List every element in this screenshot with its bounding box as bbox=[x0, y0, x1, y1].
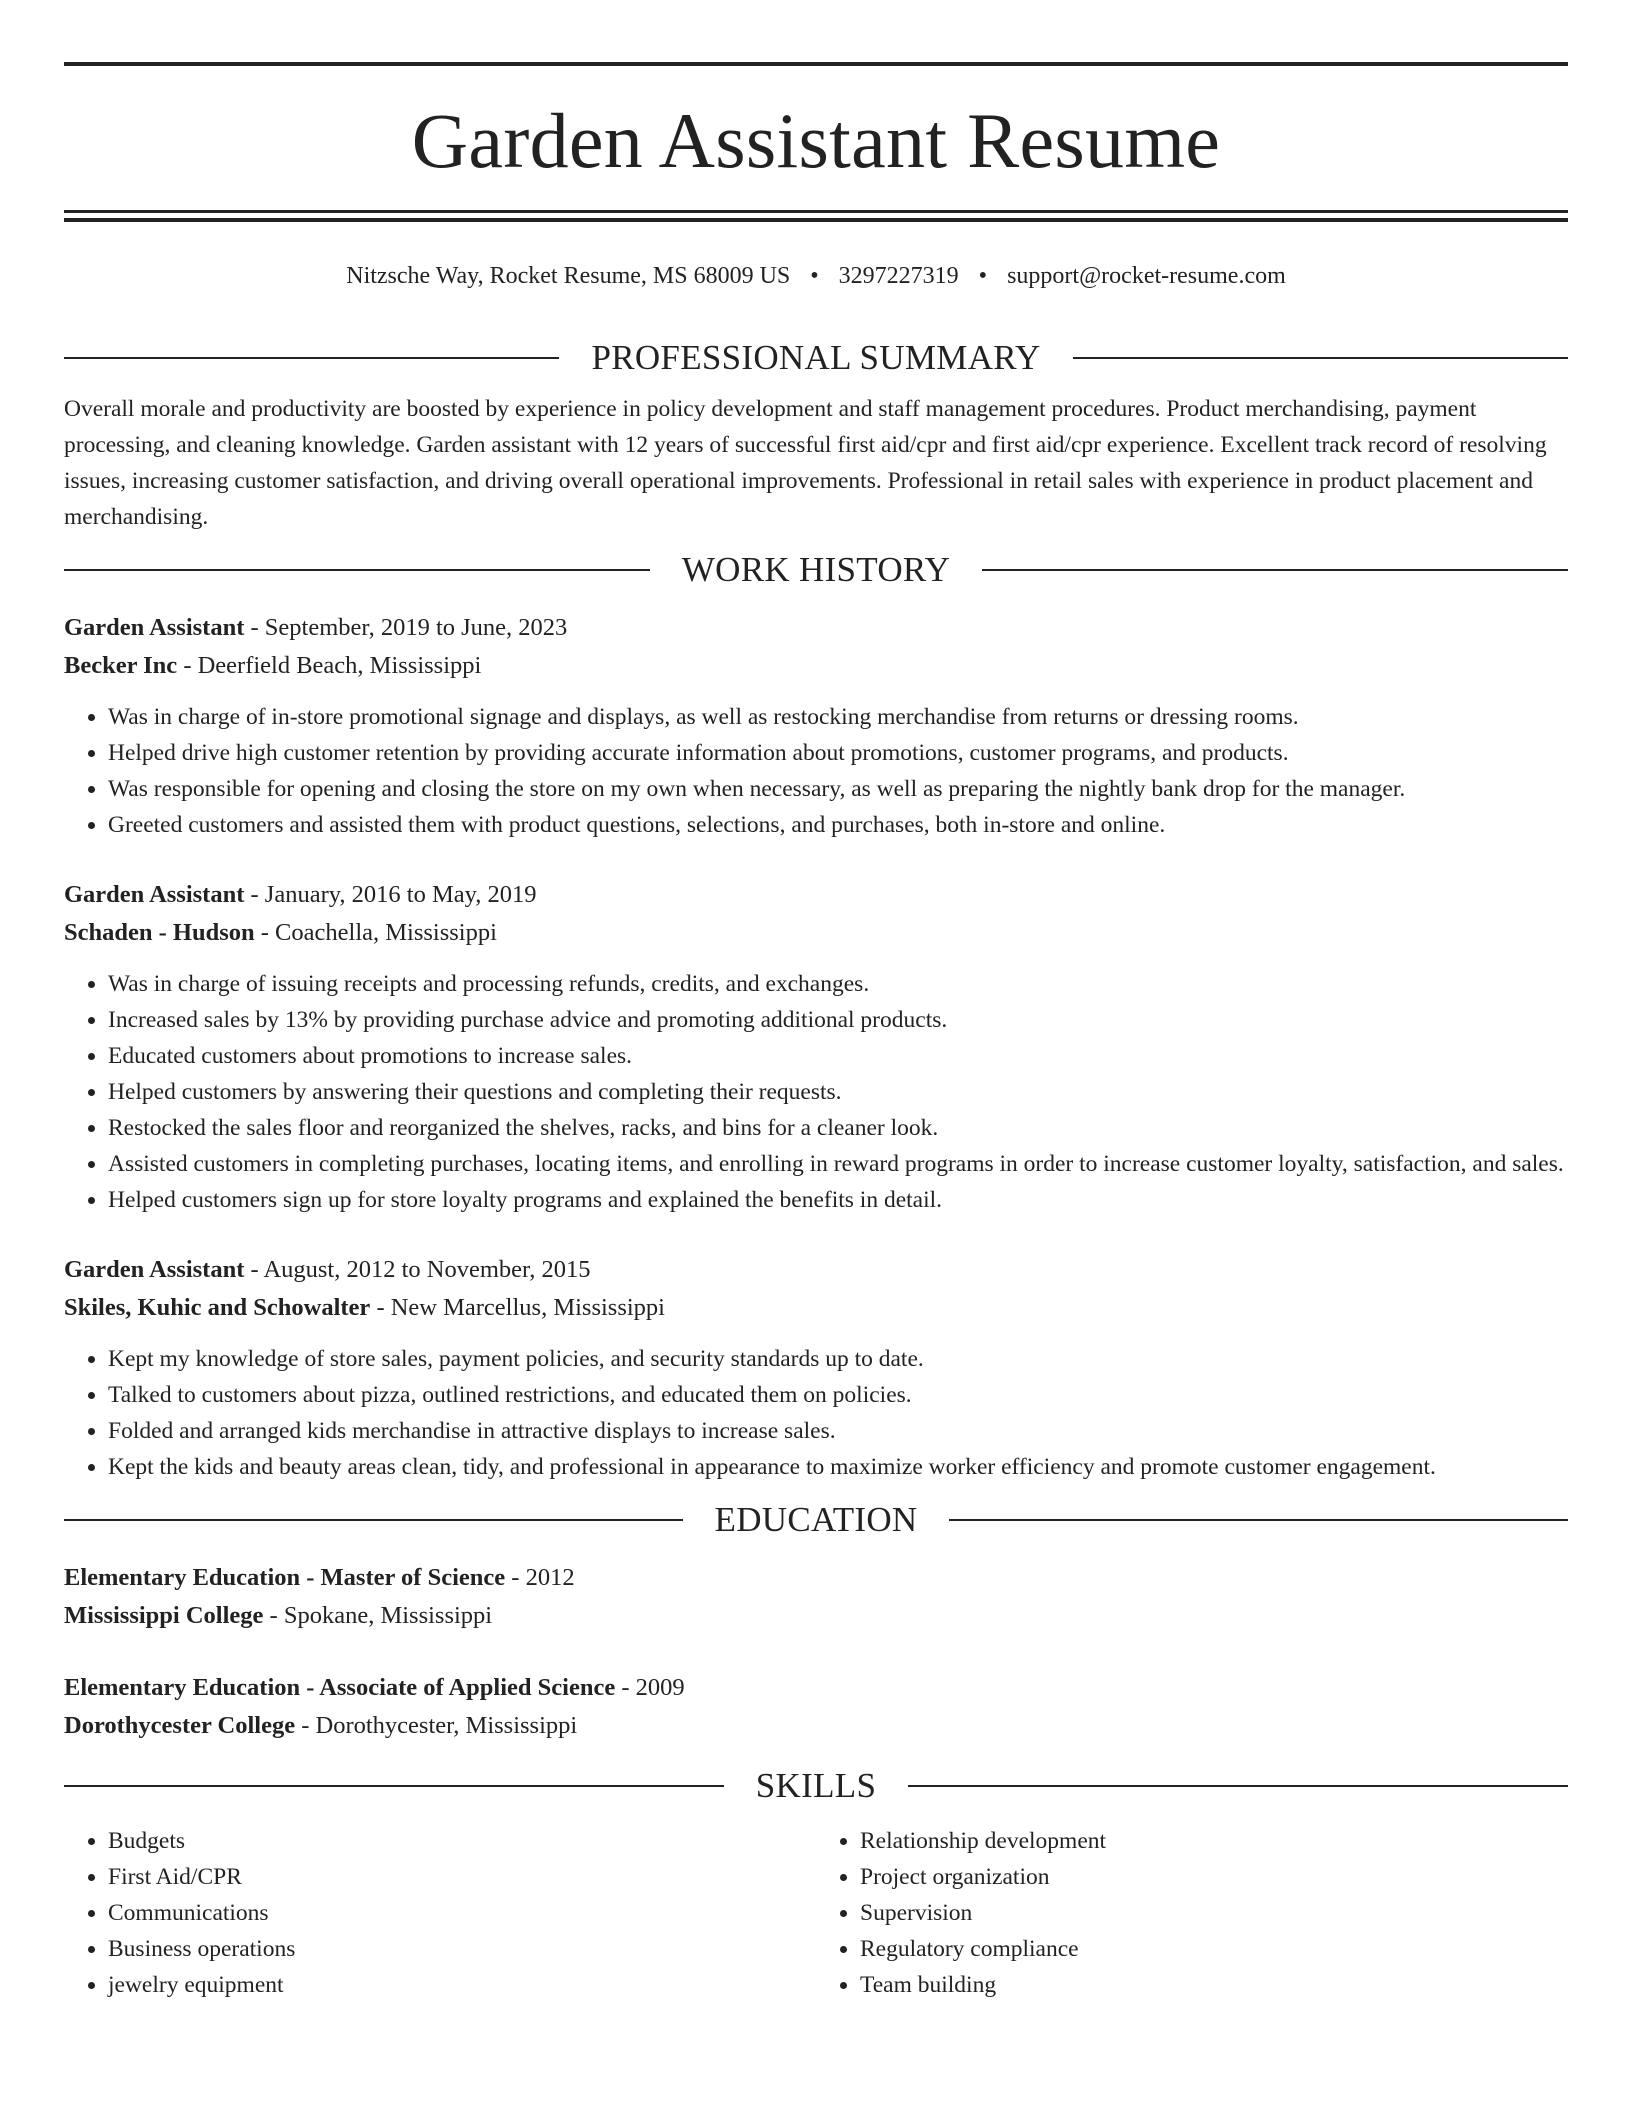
education-school: Dorothycester College bbox=[64, 1712, 296, 1739]
skill-item: • Team building bbox=[860, 1967, 1568, 2003]
education-degree: Elementary Education - Master of Science bbox=[64, 1564, 506, 1591]
education-heading-label: EDUCATION bbox=[714, 1500, 918, 1539]
heading-rule bbox=[64, 569, 650, 571]
education-degree: Elementary Education - Associate of Applied Science bbox=[64, 1674, 616, 1701]
job-company: Schaden - Hudson bbox=[64, 919, 255, 946]
job-bullet: • Kept my knowledge of store sales, payment policies, and security standards up to date. bbox=[108, 1341, 1568, 1377]
job-dates: - January, 2016 to May, 2019 bbox=[244, 881, 537, 908]
job-location: - Coachella, Mississippi bbox=[254, 919, 497, 946]
job-dates: - September, 2019 to June, 2023 bbox=[244, 614, 568, 641]
education-entry bbox=[64, 1559, 1568, 1635]
job-bullet: • Was in charge of issuing receipts and processing refunds, credits, and exchanges. bbox=[108, 966, 1568, 1002]
contact-line bbox=[64, 259, 1568, 293]
summary-heading bbox=[64, 335, 1568, 381]
education-entry bbox=[64, 1669, 1568, 1745]
contact-separator: • bbox=[810, 263, 819, 289]
skill-item: • jewelry equipment bbox=[108, 1967, 816, 2003]
contact-separator: • bbox=[978, 263, 988, 289]
heading-rule bbox=[64, 1519, 683, 1521]
summary-text: Overall morale and productivity are boosted by experience in policy development and staff management procedures. Product merchandising, payment processing, and cleaning knowledge. Garden assistant with 12 years of successful first aid/cpr and first aid/cpr experience. Excellent track record of resolving issues, increasing customer satisfaction, and driving overall operational improvements. Professional in retail sales with experience in product placement and merchandising. bbox=[64, 396, 1547, 530]
job-company: Becker Inc bbox=[64, 652, 178, 679]
job-company-line bbox=[64, 1289, 1568, 1327]
skill-item: • Budgets bbox=[108, 1823, 816, 1859]
job-bullets bbox=[64, 966, 1568, 1218]
skill-item: • First Aid/CPR bbox=[108, 1859, 816, 1895]
job-company: Skiles, Kuhic and Schowalter bbox=[64, 1294, 371, 1321]
education-school: Mississippi College bbox=[64, 1602, 264, 1629]
skills-column-right bbox=[816, 1823, 1568, 2003]
job-bullet: • Folded and arranged kids merchandise in attractive displays to increase sales. bbox=[108, 1413, 1568, 1449]
skill-item: • Communications bbox=[108, 1895, 816, 1931]
resume-title: Garden Assistant Resume bbox=[411, 97, 1221, 184]
job-bullet: • Greeted customers and assisted them with product questions, selections, and purchases, both in-store and online. bbox=[108, 807, 1568, 843]
job-bullet: • Helped customers sign up for store loyalty programs and explained the benefits in detail. bbox=[108, 1182, 1568, 1218]
job-dates: - August, 2012 to November, 2015 bbox=[244, 1256, 591, 1283]
skill-item: • Supervision bbox=[860, 1895, 1568, 1931]
contact-address: Nitzsche Way, Rocket Resume, MS 68009 US bbox=[346, 263, 791, 289]
job-bullets bbox=[64, 699, 1568, 843]
education-heading bbox=[64, 1497, 1568, 1543]
job-title: Garden Assistant bbox=[64, 881, 245, 908]
job-title-line bbox=[64, 609, 1568, 647]
skill-item: • Business operations bbox=[108, 1931, 816, 1967]
job-title-line bbox=[64, 1251, 1568, 1289]
education-degree-line bbox=[64, 1669, 1568, 1707]
job-bullet: • Was responsible for opening and closing the store on my own when necessary, as well as preparing the nightly bank drop for the manager. bbox=[108, 771, 1568, 807]
education-degree-line bbox=[64, 1559, 1568, 1597]
skills-list bbox=[64, 1823, 1568, 2003]
job-bullet: • Educated customers about promotions to increase sales. bbox=[108, 1038, 1568, 1074]
skill-item: • Project organization bbox=[860, 1859, 1568, 1895]
job-title: Garden Assistant bbox=[64, 1256, 245, 1283]
heading-rule bbox=[908, 1785, 1568, 1787]
work-history-heading-label: WORK HISTORY bbox=[681, 550, 951, 589]
education-school-line bbox=[64, 1707, 1568, 1745]
job-title-line bbox=[64, 876, 1568, 914]
skill-item: • Relationship development bbox=[860, 1823, 1568, 1859]
job-bullet: • Restocked the sales floor and reorganized the shelves, racks, and bins for a cleaner look. bbox=[108, 1110, 1568, 1146]
heading-rule bbox=[982, 569, 1568, 571]
job-company-line bbox=[64, 914, 1568, 952]
job-bullet: • Helped customers by answering their questions and completing their requests. bbox=[108, 1074, 1568, 1110]
job-title: Garden Assistant bbox=[64, 614, 245, 641]
title-double-rule bbox=[64, 210, 1568, 222]
job-location: - Deerfield Beach, Mississippi bbox=[177, 652, 482, 679]
contact-email: support@rocket-resume.com bbox=[1007, 263, 1286, 289]
heading-rule bbox=[1073, 357, 1568, 359]
job-entry bbox=[64, 876, 1568, 1218]
education-year: - 2012 bbox=[505, 1564, 575, 1591]
education-location: - Spokane, Mississippi bbox=[263, 1602, 493, 1629]
job-bullet: • Increased sales by 13% by providing purchase advice and promoting additional products. bbox=[108, 1002, 1568, 1038]
skills-heading bbox=[64, 1763, 1568, 1809]
job-entry bbox=[64, 1251, 1568, 1485]
education-school-line bbox=[64, 1597, 1568, 1635]
work-history-heading bbox=[64, 547, 1568, 593]
top-rule bbox=[64, 62, 1568, 66]
job-bullets bbox=[64, 1341, 1568, 1485]
job-bullet: • Kept the kids and beauty areas clean, tidy, and professional in appearance to maximize worker efficiency and promote customer engagement. bbox=[108, 1449, 1568, 1485]
skills-column-left bbox=[64, 1823, 816, 2003]
heading-rule bbox=[949, 1519, 1568, 1521]
job-bullet: • Assisted customers in completing purchases, locating items, and enrolling in reward programs in order to increase customer loyalty, satisfaction, and sales. bbox=[108, 1146, 1568, 1182]
skills-heading-label: SKILLS bbox=[755, 1766, 877, 1805]
job-entry bbox=[64, 609, 1568, 843]
summary-heading-label: PROFESSIONAL SUMMARY bbox=[591, 338, 1041, 377]
heading-rule bbox=[64, 357, 559, 359]
job-company-line bbox=[64, 647, 1568, 685]
skill-item: • Regulatory compliance bbox=[860, 1931, 1568, 1967]
contact-phone: 3297227319 bbox=[838, 263, 959, 289]
resume-page bbox=[64, 62, 1568, 2003]
job-bullet: • Talked to customers about pizza, outlined restrictions, and educated them on policies. bbox=[108, 1377, 1568, 1413]
education-year: - 2009 bbox=[615, 1674, 685, 1701]
heading-rule bbox=[64, 1785, 724, 1787]
education-location: - Dorothycester, Mississippi bbox=[295, 1712, 578, 1739]
job-location: - New Marcellus, Mississippi bbox=[370, 1294, 665, 1321]
job-bullet: • Was in charge of in-store promotional signage and displays, as well as restocking merchandise from returns or dressing rooms. bbox=[108, 699, 1568, 735]
job-bullet: • Helped drive high customer retention by providing accurate information about promotions, customer programs, and products. bbox=[108, 735, 1568, 771]
